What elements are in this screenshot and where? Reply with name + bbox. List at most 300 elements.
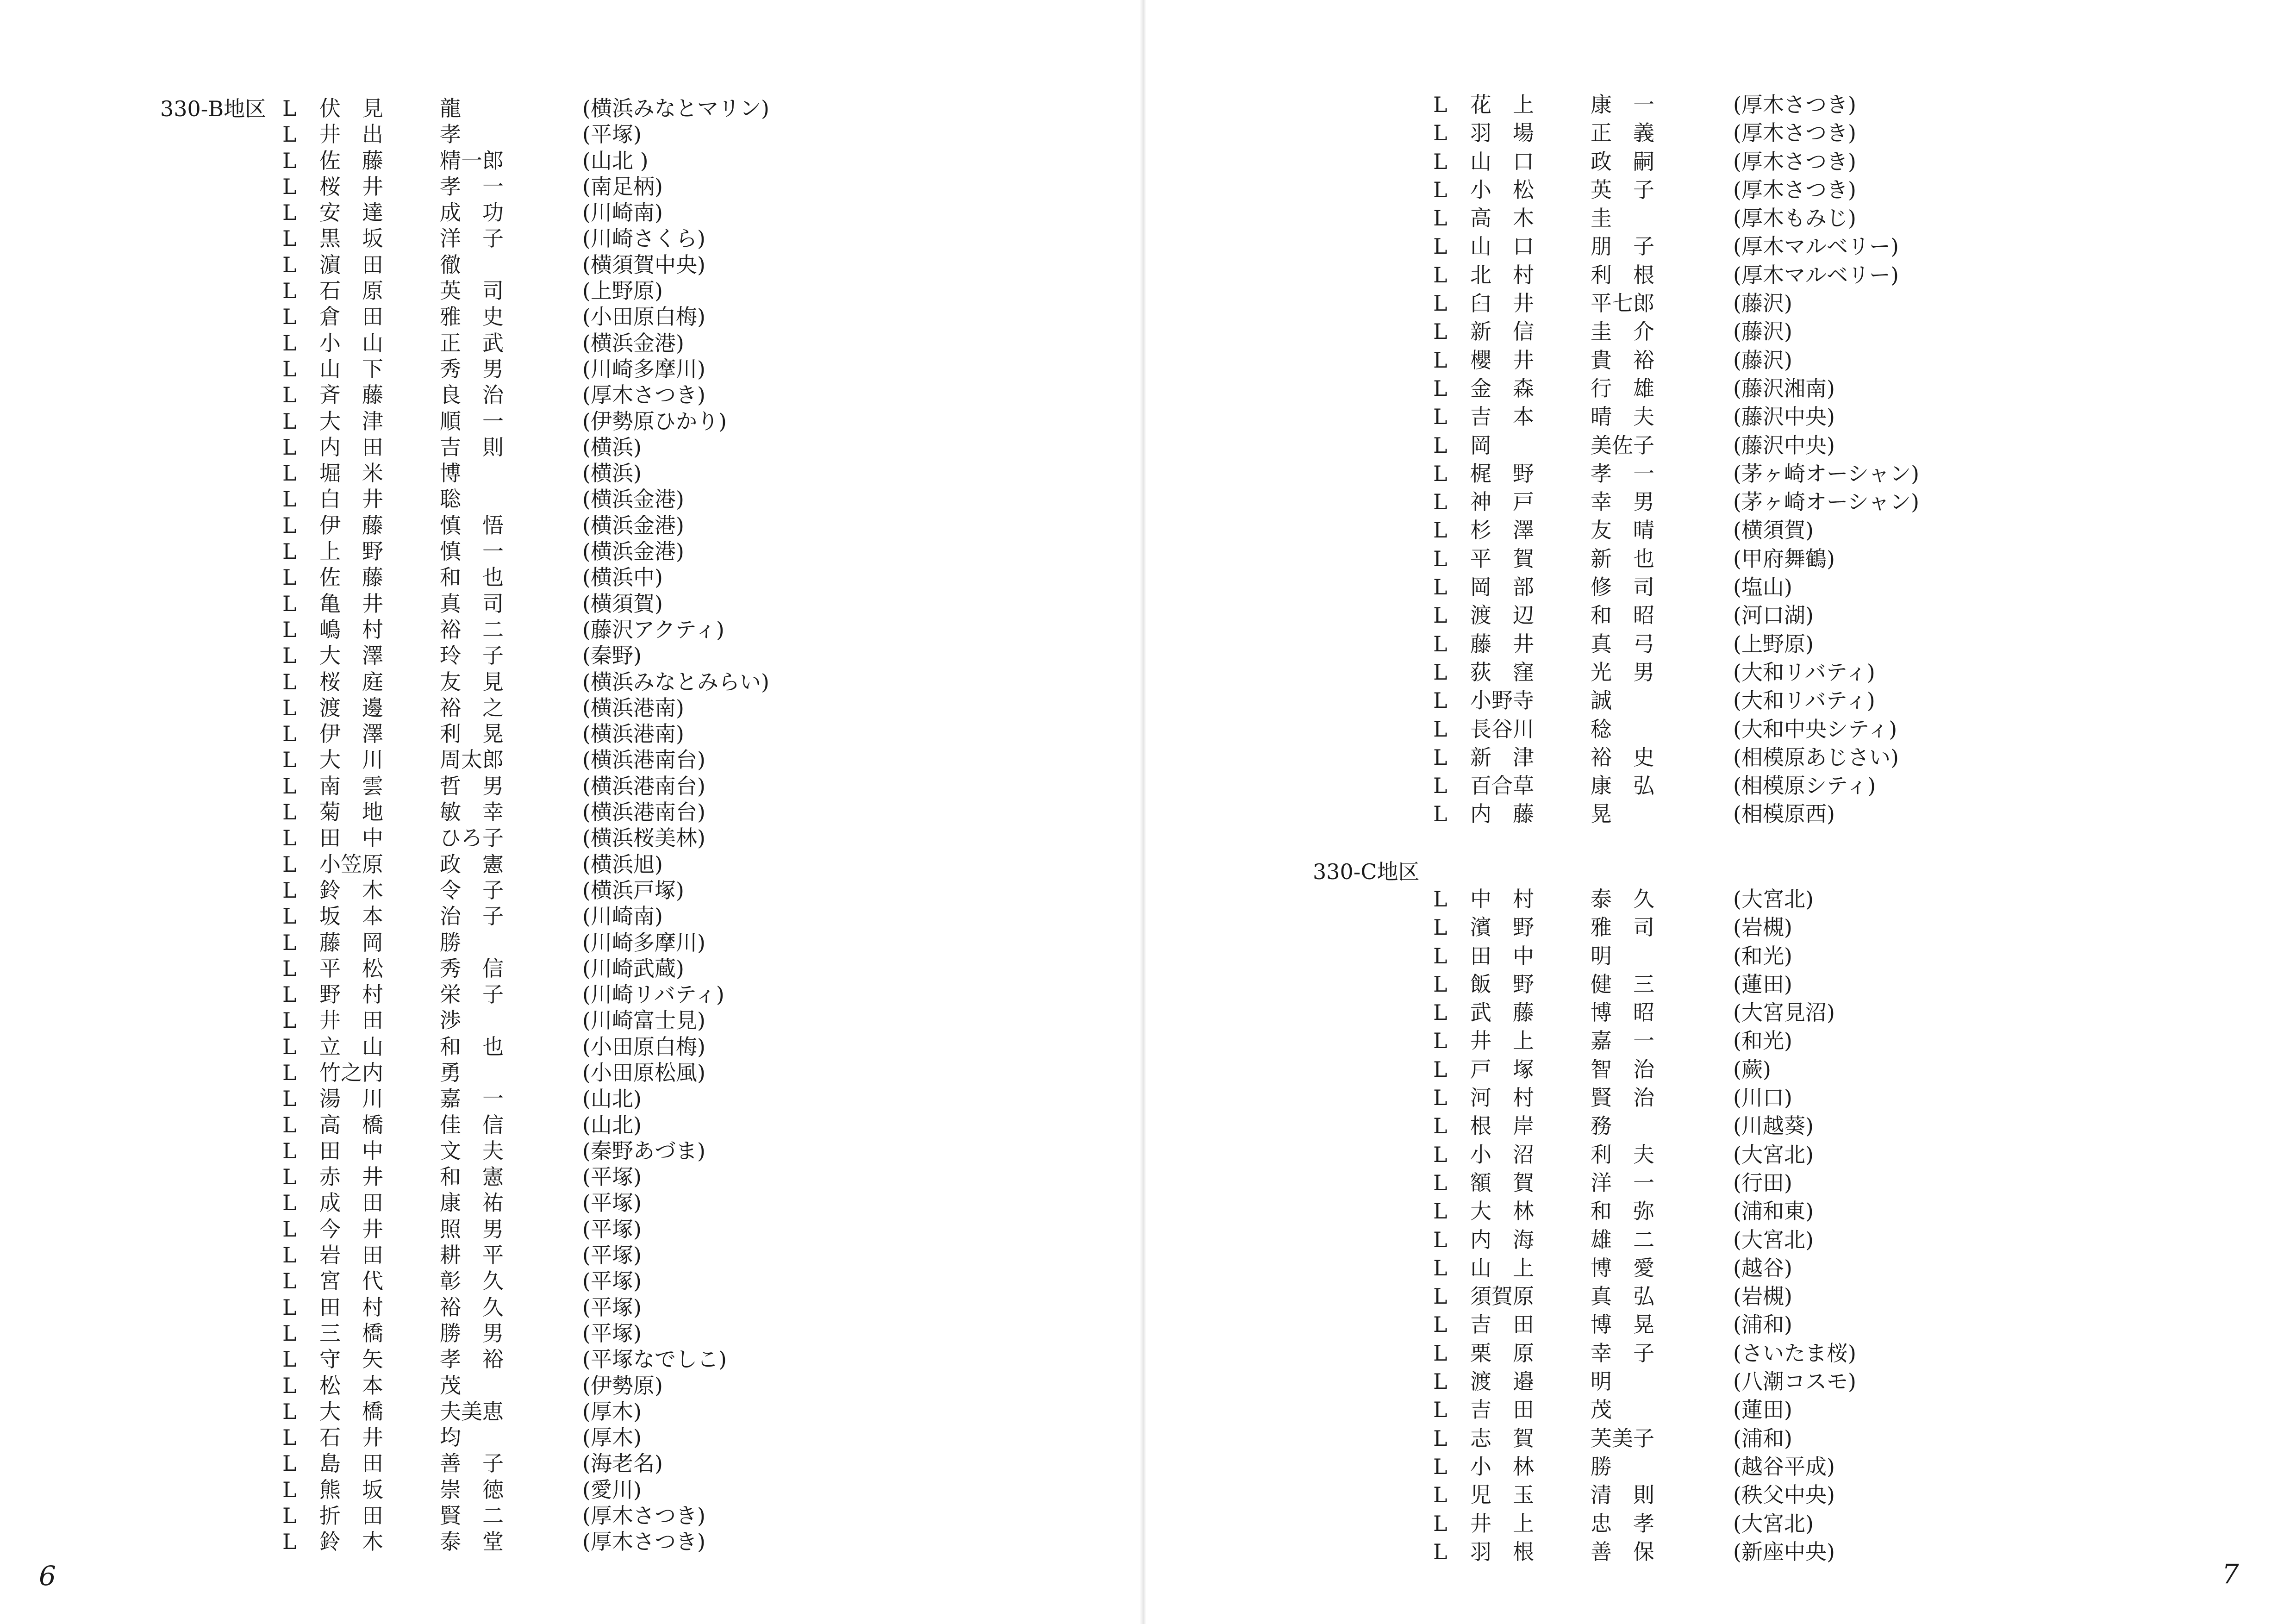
- member-surname: 高 橋: [319, 1112, 383, 1137]
- member-club: (大和中央シティ): [1733, 716, 1897, 742]
- member-surname: 井 上: [1470, 1511, 1534, 1536]
- member-club: (浦和): [1733, 1425, 1792, 1451]
- member-surname: 北 村: [1470, 262, 1534, 287]
- member-given-name: 和 弥: [1591, 1199, 1654, 1224]
- member-given-name: 慎 悟: [440, 512, 504, 538]
- member-given-name: 孝: [440, 122, 461, 147]
- member-given-name: 政 憲: [440, 851, 504, 877]
- lion-prefix: L: [282, 512, 297, 538]
- member-given-name: 茂: [1591, 1397, 1612, 1423]
- member-given-name: 晴 夫: [1591, 404, 1654, 430]
- member-surname: 熊 坂: [319, 1477, 383, 1502]
- member-given-name: 康 祐: [440, 1190, 504, 1216]
- member-surname: 荻 窪: [1470, 659, 1534, 685]
- member-given-name: 康 一: [1591, 92, 1654, 117]
- member-given-name: 孝 一: [1591, 461, 1654, 486]
- member-surname: 河 村: [1470, 1085, 1534, 1111]
- lion-prefix: L: [1433, 319, 1447, 344]
- member-surname: 藤 岡: [319, 930, 383, 955]
- member-club: (藤沢): [1733, 347, 1792, 373]
- lion-prefix: L: [282, 930, 297, 955]
- member-surname: 大 澤: [319, 643, 383, 668]
- member-club: (川崎リバティ): [582, 982, 724, 1007]
- member-surname: 吉 本: [1470, 404, 1534, 430]
- member-club: (大宮北): [1733, 1142, 1814, 1167]
- lion-prefix: L: [282, 1529, 297, 1555]
- member-surname: 高 木: [1470, 206, 1534, 231]
- member-club: (平塚): [582, 1164, 642, 1190]
- member-given-name: 康 弘: [1591, 773, 1654, 799]
- lion-prefix: L: [282, 382, 297, 408]
- lion-prefix: L: [282, 1503, 297, 1529]
- member-club: (川崎武蔵): [582, 956, 684, 981]
- member-surname: 新 信: [1470, 319, 1534, 344]
- member-club: (横浜戸塚): [582, 877, 684, 903]
- member-given-name: 博 昭: [1591, 1000, 1654, 1025]
- member-given-name: 雄 二: [1591, 1227, 1654, 1252]
- member-club: (浦和): [1733, 1312, 1792, 1337]
- member-club: (甲府舞鶴): [1733, 546, 1835, 571]
- member-surname: 伏 見: [319, 96, 383, 121]
- member-club: (岩槻): [1733, 1284, 1792, 1309]
- member-given-name: 順 一: [440, 408, 504, 434]
- member-surname: 内 田: [319, 434, 383, 460]
- member-given-name: 善 子: [440, 1451, 504, 1476]
- member-surname: 倉 田: [319, 304, 383, 330]
- lion-prefix: L: [282, 617, 297, 642]
- member-given-name: 均: [440, 1425, 461, 1450]
- member-club: (相模原シティ): [1733, 773, 1876, 799]
- member-club: (川崎富士見): [582, 1008, 705, 1033]
- lion-prefix: L: [1433, 744, 1447, 770]
- member-surname: 志 賀: [1470, 1425, 1534, 1451]
- lion-prefix: L: [1433, 404, 1447, 430]
- member-club: (行田): [1733, 1170, 1792, 1195]
- lion-prefix: L: [282, 1425, 297, 1450]
- member-surname: 岡: [1470, 432, 1491, 458]
- member-surname: 額 賀: [1470, 1170, 1534, 1195]
- lion-prefix: L: [1433, 1085, 1447, 1111]
- member-given-name: 玲 子: [440, 643, 504, 668]
- member-given-name: 友 見: [440, 669, 504, 694]
- member-surname: 中 村: [1470, 887, 1534, 912]
- lion-prefix: L: [282, 1216, 297, 1242]
- member-surname: 嶋 村: [319, 617, 383, 642]
- lion-prefix: L: [1433, 1056, 1447, 1082]
- member-surname: 赤 井: [319, 1164, 383, 1190]
- member-surname: 菊 地: [319, 800, 383, 825]
- member-club: (藤沢): [1733, 319, 1792, 344]
- member-given-name: 美佐子: [1591, 432, 1654, 458]
- member-surname: 児 玉: [1470, 1482, 1534, 1508]
- lion-prefix: L: [1433, 1227, 1447, 1252]
- member-club: (蕨): [1733, 1056, 1771, 1082]
- member-club: (上野原): [1733, 631, 1814, 656]
- lion-prefix: L: [1433, 461, 1447, 486]
- member-surname: 桜 庭: [319, 669, 383, 694]
- lion-prefix: L: [282, 1451, 297, 1476]
- member-club: (横浜金港): [582, 539, 684, 564]
- member-given-name: 圭: [1591, 206, 1612, 231]
- member-club: (横浜港南): [582, 721, 684, 747]
- member-given-name: 孝 一: [440, 174, 504, 199]
- lion-prefix: L: [1433, 1454, 1447, 1479]
- member-surname: 渡 辺: [1470, 603, 1534, 628]
- member-club: (横浜金港): [582, 330, 684, 356]
- member-given-name: 文 夫: [440, 1138, 504, 1163]
- lion-prefix: L: [282, 1190, 297, 1216]
- lion-prefix: L: [1433, 234, 1447, 259]
- member-surname: 小野寺: [1470, 688, 1534, 713]
- page-number-right: 7: [2222, 1558, 2239, 1590]
- member-given-name: 稔: [1591, 716, 1612, 742]
- member-club: (川崎多摩川): [582, 930, 705, 955]
- lion-prefix: L: [1433, 603, 1447, 628]
- member-surname: 長谷川: [1470, 716, 1534, 742]
- member-given-name: 明: [1591, 943, 1612, 968]
- member-surname: 岩 田: [319, 1243, 383, 1268]
- member-given-name: 孝 裕: [440, 1347, 504, 1372]
- member-given-name: 和 憲: [440, 1164, 504, 1190]
- member-club: (大和リバティ): [1733, 659, 1875, 685]
- member-given-name: 善 保: [1591, 1539, 1654, 1564]
- member-given-name: 嘉 一: [440, 1086, 504, 1112]
- member-given-name: 良 治: [440, 382, 504, 408]
- member-given-name: 健 三: [1591, 971, 1654, 997]
- lion-prefix: L: [1433, 489, 1447, 515]
- member-club: (横須賀中央): [582, 252, 705, 277]
- member-club: (厚木マルベリー): [1733, 262, 1899, 287]
- member-surname: 渡 邉: [1470, 1369, 1534, 1394]
- member-surname: 堀 米: [319, 461, 383, 486]
- lion-prefix: L: [282, 1268, 297, 1294]
- member-surname: 大 林: [1470, 1199, 1534, 1224]
- lion-prefix: L: [1433, 688, 1447, 713]
- member-given-name: 令 子: [440, 877, 504, 903]
- member-given-name: 勇: [440, 1060, 461, 1085]
- member-given-name: 嘉 一: [1591, 1028, 1654, 1054]
- member-club: (横浜桜美林): [582, 825, 705, 851]
- member-given-name: 勝: [1591, 1454, 1612, 1479]
- member-surname: 臼 井: [1470, 291, 1534, 316]
- member-surname: 杉 澤: [1470, 518, 1534, 543]
- member-club: (川崎南): [582, 904, 663, 929]
- member-surname: 山 上: [1470, 1255, 1534, 1280]
- member-club: (横浜金港): [582, 487, 684, 512]
- lion-prefix: L: [282, 1034, 297, 1059]
- lion-prefix: L: [282, 434, 297, 460]
- member-surname: 花 上: [1470, 92, 1534, 117]
- member-club: (岩槻): [1733, 915, 1792, 940]
- member-given-name: 貴 裕: [1591, 347, 1654, 373]
- lion-prefix: L: [1433, 971, 1447, 997]
- member-given-name: 新 也: [1591, 546, 1654, 571]
- member-club: (平塚): [582, 1320, 642, 1346]
- member-given-name: 聡: [440, 487, 461, 512]
- lion-prefix: L: [282, 773, 297, 799]
- member-club: (平塚): [582, 1190, 642, 1216]
- member-club: (相模原西): [1733, 801, 1835, 827]
- member-club: (新座中央): [1733, 1539, 1835, 1564]
- member-surname: 田 中: [1470, 943, 1534, 968]
- lion-prefix: L: [1433, 716, 1447, 742]
- member-surname: 山 口: [1470, 234, 1534, 259]
- member-given-name: 精一郎: [440, 148, 504, 173]
- lion-prefix: L: [282, 96, 297, 121]
- lion-prefix: L: [1433, 1113, 1447, 1139]
- district-heading-b: 330-B地区: [160, 96, 267, 121]
- lion-prefix: L: [282, 304, 297, 330]
- member-given-name: 真 弘: [1591, 1284, 1654, 1309]
- page-number-left: 6: [39, 1560, 56, 1592]
- member-surname: 上 野: [319, 539, 383, 564]
- member-surname: 濵 田: [319, 252, 383, 277]
- member-given-name: 夫美恵: [440, 1399, 504, 1424]
- member-surname: 井 上: [1470, 1028, 1534, 1054]
- member-surname: 小 松: [1470, 177, 1534, 202]
- member-surname: 小 林: [1470, 1454, 1534, 1479]
- lion-prefix: L: [1433, 887, 1447, 912]
- member-given-name: 賢 治: [1591, 1085, 1654, 1111]
- member-club: (小田原白梅): [582, 1034, 705, 1059]
- member-surname: 竹之内: [319, 1060, 383, 1085]
- left-page: [0, 0, 1143, 1624]
- member-club: (大和リバティ): [1733, 688, 1875, 713]
- member-surname: 大 橋: [319, 1399, 383, 1424]
- member-surname: 佐 藤: [319, 148, 383, 173]
- member-surname: 南 雲: [319, 773, 383, 799]
- member-club: (平塚): [582, 122, 642, 147]
- member-surname: 戸 塚: [1470, 1056, 1534, 1082]
- member-club: (厚木もみじ): [1733, 206, 1856, 231]
- lion-prefix: L: [282, 1086, 297, 1112]
- district-heading-c: 330-C地区: [1313, 859, 1420, 884]
- member-club: (平塚): [582, 1268, 642, 1294]
- member-given-name: 光 男: [1591, 659, 1654, 685]
- member-surname: 内 海: [1470, 1227, 1534, 1252]
- lion-prefix: L: [282, 747, 297, 773]
- member-surname: 三 橋: [319, 1320, 383, 1346]
- member-club: (厚木さつき): [582, 382, 705, 408]
- member-given-name: 照 男: [440, 1216, 504, 1242]
- lion-prefix: L: [1433, 943, 1447, 968]
- member-given-name: 洋 子: [440, 226, 504, 251]
- member-club: (大宮北): [1733, 887, 1814, 912]
- member-surname: 新 津: [1470, 744, 1534, 770]
- member-surname: 神 戸: [1470, 489, 1534, 515]
- member-club: (厚木さつき): [1733, 120, 1856, 146]
- lion-prefix: L: [282, 643, 297, 668]
- lion-prefix: L: [282, 408, 297, 434]
- member-surname: 岡 部: [1470, 575, 1534, 600]
- member-club: (横須賀): [1733, 518, 1814, 543]
- member-given-name: 裕 之: [440, 695, 504, 720]
- member-given-name: 慎 一: [440, 539, 504, 564]
- member-surname: 羽 根: [1470, 1539, 1534, 1564]
- member-club: (横浜みなとみらい): [582, 669, 769, 694]
- member-surname: 亀 井: [319, 591, 383, 616]
- member-given-name: 雅 史: [440, 304, 504, 330]
- lion-prefix: L: [1433, 1397, 1447, 1423]
- member-surname: 山 口: [1470, 149, 1534, 174]
- member-given-name: 利 根: [1591, 262, 1654, 287]
- lion-prefix: L: [1433, 1028, 1447, 1054]
- lion-prefix: L: [1433, 432, 1447, 458]
- member-surname: 根 岸: [1470, 1113, 1534, 1139]
- member-club: (横浜中): [582, 565, 663, 590]
- member-club: (伊勢原ひかり): [582, 408, 727, 434]
- member-club: (横浜): [582, 434, 642, 460]
- member-given-name: ひろ子: [440, 825, 504, 851]
- member-surname: 藤 井: [1470, 631, 1534, 656]
- lion-prefix: L: [282, 252, 297, 277]
- member-surname: 小笠原: [319, 851, 383, 877]
- member-club: (横浜港南台): [582, 747, 705, 773]
- member-club: (秦野あづま): [582, 1138, 705, 1163]
- member-club: (伊勢原): [582, 1373, 663, 1398]
- right-page: [1143, 0, 2296, 1624]
- lion-prefix: L: [1433, 1511, 1447, 1536]
- member-given-name: 崇 徳: [440, 1477, 504, 1502]
- member-surname: 櫻 井: [1470, 347, 1534, 373]
- lion-prefix: L: [282, 695, 297, 720]
- member-surname: 宮 代: [319, 1268, 383, 1294]
- member-given-name: 修 司: [1591, 575, 1654, 600]
- member-surname: 島 田: [319, 1451, 383, 1476]
- member-given-name: 朋 子: [1591, 234, 1654, 259]
- member-surname: 山 下: [319, 356, 383, 381]
- member-club: (小田原白梅): [582, 304, 705, 330]
- lion-prefix: L: [1433, 149, 1447, 174]
- member-club: (山北): [582, 1112, 642, 1137]
- lion-prefix: L: [1433, 375, 1447, 401]
- member-surname: 今 井: [319, 1216, 383, 1242]
- lion-prefix: L: [282, 1347, 297, 1372]
- member-club: (浦和東): [1733, 1199, 1814, 1224]
- lion-prefix: L: [282, 226, 297, 251]
- member-surname: 田 中: [319, 825, 383, 851]
- member-given-name: 清 則: [1591, 1482, 1654, 1508]
- member-club: (厚木さつき): [1733, 177, 1856, 202]
- member-surname: 平 松: [319, 956, 383, 981]
- member-club: (山北): [582, 1086, 642, 1112]
- member-given-name: 勝 男: [440, 1320, 504, 1346]
- member-club: (横浜港南台): [582, 800, 705, 825]
- lion-prefix: L: [1433, 1000, 1447, 1025]
- member-surname: 鈴 木: [319, 1529, 383, 1555]
- member-club: (塩山): [1733, 575, 1792, 600]
- lion-prefix: L: [1433, 1142, 1447, 1167]
- member-given-name: 圭 介: [1591, 319, 1654, 344]
- member-surname: 伊 澤: [319, 721, 383, 747]
- member-given-name: 秀 男: [440, 356, 504, 381]
- member-given-name: 真 司: [440, 591, 504, 616]
- member-club: (横浜): [582, 461, 642, 486]
- lion-prefix: L: [282, 278, 297, 304]
- lion-prefix: L: [282, 1138, 297, 1163]
- member-given-name: 耕 平: [440, 1243, 504, 1268]
- lion-prefix: L: [1433, 262, 1447, 287]
- lion-prefix: L: [282, 148, 297, 173]
- member-surname: 吉 田: [1470, 1312, 1534, 1337]
- member-surname: 大 川: [319, 747, 383, 773]
- member-given-name: 佳 信: [440, 1112, 504, 1137]
- member-given-name: 周太郎: [440, 747, 504, 773]
- member-surname: 平 賀: [1470, 546, 1534, 571]
- member-club: (平塚なでしこ): [582, 1347, 727, 1372]
- lion-prefix: L: [1433, 575, 1447, 600]
- member-given-name: 渉: [440, 1008, 461, 1033]
- lion-prefix: L: [282, 1294, 297, 1320]
- member-surname: 吉 田: [1470, 1397, 1534, 1423]
- member-surname: 湯 川: [319, 1086, 383, 1112]
- member-given-name: 忠 孝: [1591, 1511, 1654, 1536]
- member-given-name: 和 也: [440, 1034, 504, 1059]
- member-surname: 金 森: [1470, 375, 1534, 401]
- lion-prefix: L: [282, 956, 297, 981]
- member-club: (川口): [1733, 1085, 1792, 1111]
- member-given-name: 平七郎: [1591, 291, 1654, 316]
- member-surname: 大 津: [319, 408, 383, 434]
- member-club: (横浜港南): [582, 695, 684, 720]
- member-given-name: 博: [440, 461, 461, 486]
- member-surname: 飯 野: [1470, 971, 1534, 997]
- member-given-name: 芙美子: [1591, 1425, 1654, 1451]
- lion-prefix: L: [1433, 1199, 1447, 1224]
- member-given-name: 真 弓: [1591, 631, 1654, 656]
- member-surname: 伊 藤: [319, 512, 383, 538]
- member-given-name: 吉 則: [440, 434, 504, 460]
- member-club: (横浜みなとマリン): [582, 96, 769, 121]
- lion-prefix: L: [1433, 1482, 1447, 1508]
- lion-prefix: L: [282, 825, 297, 851]
- lion-prefix: L: [282, 1320, 297, 1346]
- member-surname: 成 田: [319, 1190, 383, 1216]
- lion-prefix: L: [282, 174, 297, 199]
- member-given-name: 行 雄: [1591, 375, 1654, 401]
- member-surname: 白 井: [319, 487, 383, 512]
- member-given-name: 勝: [440, 930, 461, 955]
- member-surname: 松 本: [319, 1373, 383, 1398]
- member-club: (川崎多摩川): [582, 356, 705, 381]
- member-club: (藤沢湘南): [1733, 375, 1835, 401]
- member-given-name: 和 昭: [1591, 603, 1654, 628]
- member-club: (越谷平成): [1733, 1454, 1835, 1479]
- member-surname: 井 出: [319, 122, 383, 147]
- member-surname: 守 矢: [319, 1347, 383, 1372]
- member-given-name: 正 義: [1591, 120, 1654, 146]
- member-club: (上野原): [582, 278, 663, 304]
- member-given-name: 正 武: [440, 330, 504, 356]
- member-given-name: 博 愛: [1591, 1255, 1654, 1280]
- member-surname: 百合草: [1470, 773, 1534, 799]
- lion-prefix: L: [1433, 915, 1447, 940]
- member-surname: 佐 藤: [319, 565, 383, 590]
- member-club: (相模原あじさい): [1733, 744, 1899, 770]
- lion-prefix: L: [282, 356, 297, 381]
- member-given-name: 誠: [1591, 688, 1612, 713]
- member-given-name: 龍: [440, 96, 461, 121]
- member-given-name: 英 司: [440, 278, 504, 304]
- lion-prefix: L: [1433, 1255, 1447, 1280]
- member-given-name: 敏 幸: [440, 800, 504, 825]
- lion-prefix: L: [282, 1477, 297, 1502]
- member-given-name: 英 子: [1591, 177, 1654, 202]
- lion-prefix: L: [282, 1373, 297, 1398]
- lion-prefix: L: [1433, 1369, 1447, 1394]
- member-given-name: 治 子: [440, 904, 504, 929]
- member-club: (横浜旭): [582, 851, 663, 877]
